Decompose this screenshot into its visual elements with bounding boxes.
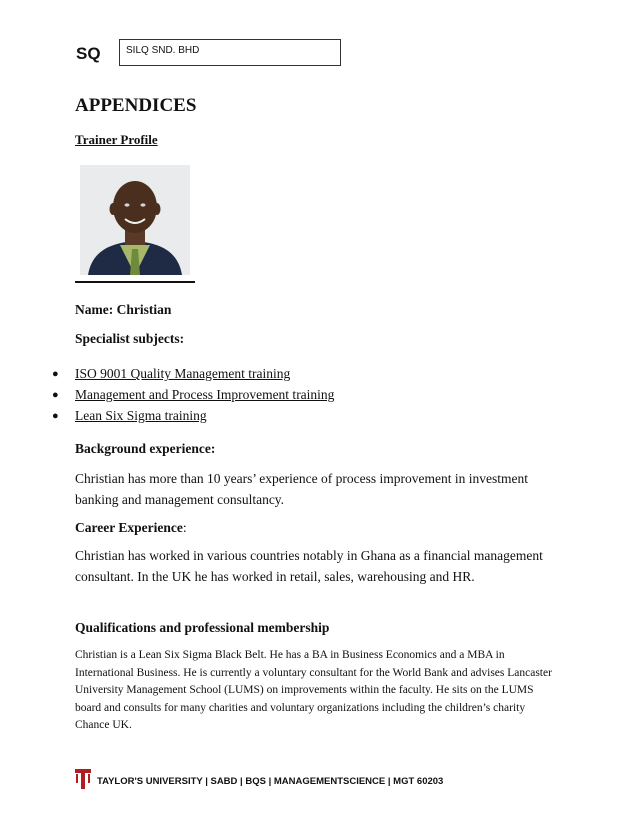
- company-name-box: [119, 39, 341, 66]
- sq-logo: SQ: [76, 44, 101, 63]
- page-title: APPENDICES: [75, 95, 197, 116]
- subject-link[interactable]: Lean Six Sigma training: [75, 408, 207, 423]
- career-colon: :: [182, 520, 187, 535]
- photo-underline: [75, 281, 195, 283]
- qualifications-text: Christian is a Lean Six Sigma Black Belt. He has a BA in Business Economics and a MBA in International Business. He is currently a voluntary consultant for the World Bank and advises Lancaster University Management School (LUMS) on improvements within the faculty. He sits on the LUMS board and consults for many charities and voluntary organizations including the children’s charity Chance UK.: [75, 649, 552, 731]
- career-experience-heading: [75, 518, 565, 539]
- background-experience-text: Christian has more than 10 years’ experience of process improvement in investment banking and management consultancy.: [75, 471, 528, 507]
- section-subtitle: Trainer Profile: [75, 132, 158, 147]
- trainer-photo: [80, 165, 190, 275]
- trainer-name: Name: Christian: [75, 302, 172, 317]
- subject-link[interactable]: Management and Process Improvement training: [75, 387, 335, 402]
- company-name: SILQ SND. BHD: [126, 45, 200, 56]
- taylors-university-logo-icon: [75, 769, 91, 789]
- qualifications-label: Qualifications and professional membership: [75, 620, 330, 635]
- career-experience-label: Career Experience: [75, 520, 183, 535]
- footer-text: TAYLOR'S UNIVERSITY | SABD | BQS | MANAGEMENTSCIENCE | MGT 60203: [97, 776, 444, 787]
- bullet-icon: ●: [52, 410, 59, 422]
- portrait-photo-icon: [80, 165, 190, 275]
- background-experience-label: Background experience:: [75, 441, 216, 456]
- subject-link[interactable]: ISO 9001 Quality Management training: [75, 366, 291, 381]
- career-experience-text: Christian has worked in various countries notably in Ghana as a financial management consultant. In the UK he has worked in retail, sales, warehousing and HR.: [75, 548, 543, 584]
- bullet-icon: ●: [52, 368, 59, 380]
- bullet-icon: ●: [52, 389, 59, 401]
- footer: [75, 765, 443, 789]
- specialist-subjects-label: Specialist subjects:: [75, 331, 185, 346]
